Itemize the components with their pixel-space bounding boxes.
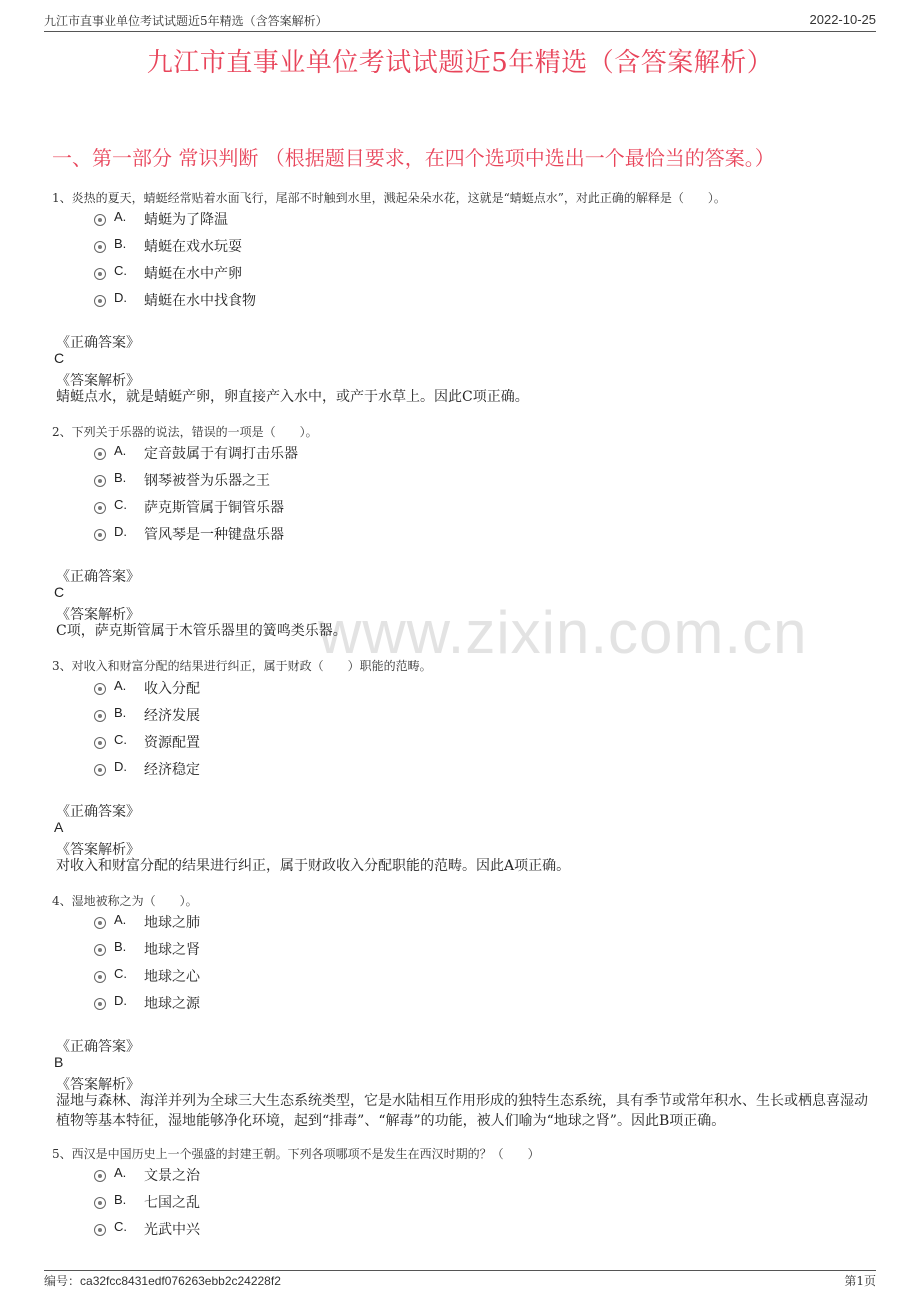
answer-label: 《正确答案》 — [56, 1039, 140, 1055]
radio-icon[interactable] — [94, 502, 106, 514]
radio-icon[interactable] — [94, 998, 106, 1010]
radio-icon[interactable] — [94, 683, 106, 695]
explanation-label: 《答案解析》 — [56, 373, 140, 389]
question-2-text: 2、下列关于乐器的说法，错误的一项是（ ）。 — [52, 425, 318, 439]
radio-icon[interactable] — [94, 764, 106, 776]
answer-label: 《正确答案》 — [56, 569, 140, 585]
document-title: 九江市直事业单位考试试题近5年精选（含答案解析） — [146, 48, 774, 78]
radio-icon[interactable] — [94, 268, 106, 280]
radio-icon[interactable] — [94, 475, 106, 487]
radio-icon[interactable] — [94, 737, 106, 749]
radio-icon[interactable] — [94, 971, 106, 983]
radio-icon[interactable] — [94, 1224, 106, 1236]
question-1-text: 1、炎热的夏天，蜻蜓经常贴着水面飞行，尾部不时触到水里，溅起朵朵水花，这就是“蜻蜓点水”，对此正确的解释是（ ）。 — [52, 191, 726, 205]
explanation-label: 《答案解析》 — [56, 842, 140, 858]
question-4-text: 4、湿地被称之为（ ）。 — [52, 894, 198, 908]
question-3-answer: A — [54, 819, 64, 835]
radio-icon[interactable] — [94, 448, 106, 460]
question-3-explanation: 对收入和财富分配的结果进行纠正，属于财政收入分配职能的范畴。因此A项正确。 — [56, 858, 571, 874]
radio-icon[interactable] — [94, 710, 106, 722]
radio-icon[interactable] — [94, 214, 106, 226]
question-4-explanation: 湿地与森林、海洋并列为全球三大生态系统类型，它是水陆相互作用形成的独特生态系统，具有季节或常年积水、生长或栖息喜湿动植物等基本特征，湿地能够净化环境，起到“排毒”、“解毒”的功能，被人们喻为“地球之肾”。因此B项正确。 — [56, 1093, 868, 1129]
page-header — [44, 12, 876, 32]
explanation-label: 《答案解析》 — [56, 607, 140, 623]
answer-label: 《正确答案》 — [56, 335, 140, 351]
radio-icon[interactable] — [94, 1170, 106, 1182]
explanation-label: 《答案解析》 — [56, 1077, 140, 1093]
radio-icon[interactable] — [94, 295, 106, 307]
watermark: www.zixin.com.cn — [318, 599, 808, 666]
radio-icon[interactable] — [94, 1197, 106, 1209]
page-footer — [44, 1272, 876, 1290]
question-2-explanation: C项，萨克斯管属于木管乐器里的簧鸣类乐器。 — [56, 623, 347, 639]
question-2-answer: C — [54, 584, 65, 600]
page-number: 第1页 — [844, 1274, 876, 1288]
header-divider — [44, 31, 876, 32]
header-date: 2022-10-25 — [809, 12, 876, 27]
answer-label: 《正确答案》 — [56, 804, 140, 820]
header-doc-title: 九江市直事业单位考试试题近5年精选（含答案解析） — [44, 14, 328, 28]
question-3-text: 3、对收入和财富分配的结果进行纠正，属于财政（ ）职能的范畴。 — [52, 659, 432, 673]
radio-icon[interactable] — [94, 529, 106, 541]
question-1-explanation: 蜻蜓点水，就是蜻蜓产卵，卵直接产入水中，或产于水草上。因此C项正确。 — [56, 389, 529, 405]
question-1-answer: C — [54, 350, 65, 366]
radio-icon[interactable] — [94, 944, 106, 956]
document-id: 编号：ca32fcc8431edf076263ebb2c24228f2 — [44, 1274, 281, 1288]
question-5-text: 5、西汉是中国历史上一个强盛的封建王朝。下列各项哪项不是发生在西汉时期的？（ ） — [52, 1147, 540, 1161]
radio-icon[interactable] — [94, 241, 106, 253]
radio-icon[interactable] — [94, 917, 106, 929]
section-title: 一、第一部分 常识判断 （根据题目要求，在四个选项中选出一个最恰当的答案。） — [52, 146, 775, 170]
footer-divider — [44, 1270, 876, 1271]
question-4-answer: B — [54, 1054, 64, 1070]
